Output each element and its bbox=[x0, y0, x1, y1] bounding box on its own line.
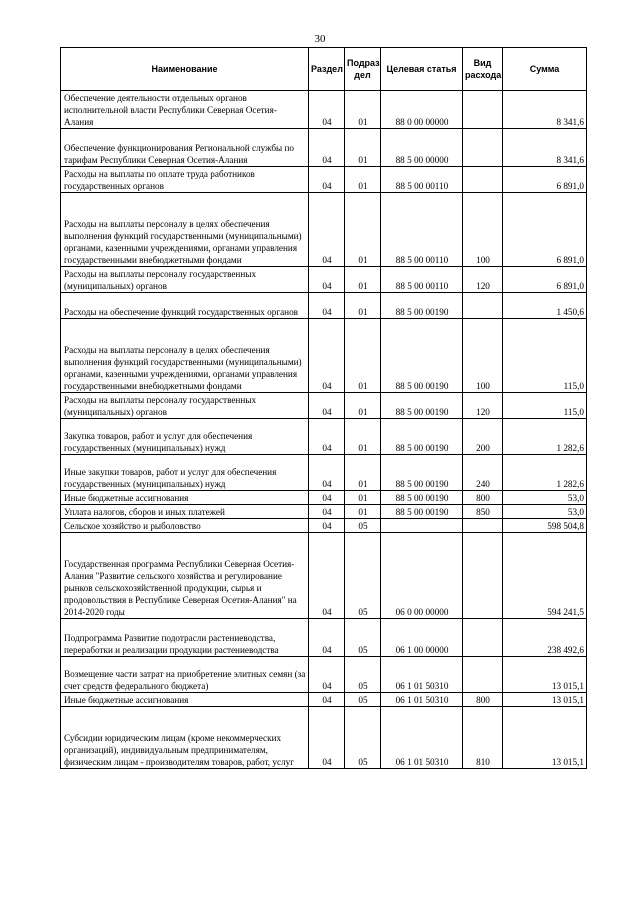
row-name: Возмещение части затрат на приобретение элитных семян (за счет средств федерального бюджета) bbox=[61, 657, 309, 693]
table-row bbox=[61, 693, 587, 707]
row-article: 88 5 00 00190 bbox=[381, 293, 463, 319]
row-amount: 53,0 bbox=[503, 505, 587, 519]
row-expense-type: 100 bbox=[463, 319, 503, 393]
row-amount: 13 015,1 bbox=[503, 657, 587, 693]
row-section: 04 bbox=[309, 693, 345, 707]
row-name: Расходы на выплаты персоналу в целях обеспечения выполнения функций государственными (муниципальными) органами, казенными учреждениями, органами управления государственными внебюджетными фондами bbox=[61, 319, 309, 393]
row-amount: 598 504,8 bbox=[503, 519, 587, 533]
row-subsection: 01 bbox=[345, 267, 381, 293]
row-name: Уплата налогов, сборов и иных платежей bbox=[61, 505, 309, 519]
row-section: 04 bbox=[309, 167, 345, 193]
row-expense-type: 240 bbox=[463, 455, 503, 491]
row-subsection: 05 bbox=[345, 693, 381, 707]
row-section: 04 bbox=[309, 419, 345, 455]
row-subsection: 01 bbox=[345, 193, 381, 267]
row-section: 04 bbox=[309, 91, 345, 129]
row-article: 88 5 00 00190 bbox=[381, 419, 463, 455]
row-article: 88 0 00 00000 bbox=[381, 91, 463, 129]
row-section: 04 bbox=[309, 267, 345, 293]
row-name: Обеспечение функционирования Региональной службы по тарифам Республики Северная Осетия-Алания bbox=[61, 129, 309, 167]
row-amount: 8 341,6 bbox=[503, 91, 587, 129]
row-name: Иные бюджетные ассигнования bbox=[61, 491, 309, 505]
row-expense-type bbox=[463, 91, 503, 129]
header-article: Целевая статья bbox=[381, 48, 463, 91]
row-subsection: 05 bbox=[345, 657, 381, 693]
row-amount: 6 891,0 bbox=[503, 167, 587, 193]
row-subsection: 01 bbox=[345, 393, 381, 419]
row-expense-type bbox=[463, 519, 503, 533]
row-subsection: 01 bbox=[345, 129, 381, 167]
row-expense-type bbox=[463, 533, 503, 619]
table-row bbox=[61, 193, 587, 267]
row-section: 04 bbox=[309, 533, 345, 619]
table-row bbox=[61, 129, 587, 167]
row-name: Закупка товаров, работ и услуг для обеспечения государственных (муниципальных) нужд bbox=[61, 419, 309, 455]
table-row bbox=[61, 491, 587, 505]
row-subsection: 05 bbox=[345, 519, 381, 533]
row-name: Иные бюджетные ассигнования bbox=[61, 693, 309, 707]
table-row bbox=[61, 619, 587, 657]
row-name: Расходы на выплаты персоналу государственных (муниципальных) органов bbox=[61, 393, 309, 419]
table-row bbox=[61, 657, 587, 693]
row-amount: 115,0 bbox=[503, 319, 587, 393]
header-subsection: Подраз дел bbox=[345, 48, 381, 91]
row-article: 88 5 00 00190 bbox=[381, 319, 463, 393]
row-expense-type: 850 bbox=[463, 505, 503, 519]
row-section: 04 bbox=[309, 491, 345, 505]
row-expense-type bbox=[463, 167, 503, 193]
table-row bbox=[61, 167, 587, 193]
table-row bbox=[61, 707, 587, 769]
row-section: 04 bbox=[309, 129, 345, 167]
page-number: 30 bbox=[314, 33, 326, 45]
row-article: 06 1 01 50310 bbox=[381, 657, 463, 693]
row-article: 06 1 00 00000 bbox=[381, 619, 463, 657]
row-expense-type: 120 bbox=[463, 267, 503, 293]
row-name: Иные закупки товаров, работ и услуг для обеспечения государственных (муниципальных) нужд bbox=[61, 455, 309, 491]
row-subsection: 01 bbox=[345, 293, 381, 319]
row-article: 88 5 00 00190 bbox=[381, 455, 463, 491]
row-amount: 115,0 bbox=[503, 393, 587, 419]
row-article: 88 5 00 00190 bbox=[381, 505, 463, 519]
row-article: 06 0 00 00000 bbox=[381, 533, 463, 619]
row-subsection: 05 bbox=[345, 533, 381, 619]
row-expense-type bbox=[463, 619, 503, 657]
row-subsection: 01 bbox=[345, 505, 381, 519]
row-section: 04 bbox=[309, 707, 345, 769]
row-section: 04 bbox=[309, 619, 345, 657]
row-name: Государственная программа Республики Северная Осетия-Алания "Развитие сельского хозяйства и регулирование рынков сельскохозяйственной продукции, сырья и продовольствия в Республике Северная Осетия-Алания" на 2014-2020 годы bbox=[61, 533, 309, 619]
table-row bbox=[61, 519, 587, 533]
row-name: Подпрограмма Развитие подотрасли растениеводства, переработки и реализации продукции растениеводства bbox=[61, 619, 309, 657]
row-section: 04 bbox=[309, 455, 345, 491]
row-name: Сельское хозяйство и рыболовство bbox=[61, 519, 309, 533]
row-section: 04 bbox=[309, 519, 345, 533]
row-amount: 1 450,6 bbox=[503, 293, 587, 319]
table-row bbox=[61, 267, 587, 293]
row-subsection: 05 bbox=[345, 619, 381, 657]
row-section: 04 bbox=[309, 657, 345, 693]
row-expense-type: 800 bbox=[463, 693, 503, 707]
row-amount: 8 341,6 bbox=[503, 129, 587, 167]
row-amount: 1 282,6 bbox=[503, 419, 587, 455]
row-article: 88 5 00 00110 bbox=[381, 167, 463, 193]
table-row bbox=[61, 533, 587, 619]
row-expense-type: 810 bbox=[463, 707, 503, 769]
row-article bbox=[381, 519, 463, 533]
row-name: Обеспечение деятельности отдельных органов исполнительной власти Республики Северная Осетия-Алания bbox=[61, 91, 309, 129]
row-amount: 6 891,0 bbox=[503, 193, 587, 267]
row-name: Расходы на выплаты по оплате труда работников государственных органов bbox=[61, 167, 309, 193]
row-subsection: 01 bbox=[345, 167, 381, 193]
row-name: Расходы на выплаты персоналу в целях обеспечения выполнения функций государственными (муниципальными) органами, казенными учреждениями, органами управления государственными внебюджетными фондами bbox=[61, 193, 309, 267]
row-subsection: 01 bbox=[345, 491, 381, 505]
row-amount: 6 891,0 bbox=[503, 267, 587, 293]
header-amount: Сумма bbox=[503, 48, 587, 91]
row-article: 88 5 00 00190 bbox=[381, 491, 463, 505]
row-name: Расходы на выплаты персоналу государственных (муниципальных) органов bbox=[61, 267, 309, 293]
row-article: 06 1 01 50310 bbox=[381, 693, 463, 707]
budget-table bbox=[60, 47, 587, 769]
row-amount: 13 015,1 bbox=[503, 693, 587, 707]
row-subsection: 01 bbox=[345, 91, 381, 129]
row-article: 06 1 01 50310 bbox=[381, 707, 463, 769]
row-expense-type: 100 bbox=[463, 193, 503, 267]
row-name: Субсидии юридическим лицам (кроме некоммерческих организаций), индивидуальным предпринимателям, физическим лицам - производителям товаров, работ, услуг bbox=[61, 707, 309, 769]
table-row bbox=[61, 293, 587, 319]
row-subsection: 01 bbox=[345, 455, 381, 491]
row-amount: 53,0 bbox=[503, 491, 587, 505]
table-row bbox=[61, 505, 587, 519]
header-name: Наименование bbox=[61, 48, 309, 91]
row-section: 04 bbox=[309, 193, 345, 267]
row-article: 88 5 00 00000 bbox=[381, 129, 463, 167]
row-amount: 13 015,1 bbox=[503, 707, 587, 769]
row-subsection: 01 bbox=[345, 419, 381, 455]
row-expense-type: 200 bbox=[463, 419, 503, 455]
table-row bbox=[61, 319, 587, 393]
row-section: 04 bbox=[309, 393, 345, 419]
row-expense-type bbox=[463, 293, 503, 319]
table-row bbox=[61, 455, 587, 491]
row-article: 88 5 00 00190 bbox=[381, 393, 463, 419]
row-section: 04 bbox=[309, 319, 345, 393]
row-article: 88 5 00 00110 bbox=[381, 267, 463, 293]
row-amount: 238 492,6 bbox=[503, 619, 587, 657]
row-amount: 594 241,5 bbox=[503, 533, 587, 619]
table-row bbox=[61, 419, 587, 455]
row-name: Расходы на обеспечение функций государственных органов bbox=[61, 293, 309, 319]
table-row bbox=[61, 91, 587, 129]
row-expense-type bbox=[463, 657, 503, 693]
row-expense-type: 120 bbox=[463, 393, 503, 419]
table-row bbox=[61, 393, 587, 419]
row-expense-type bbox=[463, 129, 503, 167]
row-subsection: 01 bbox=[345, 319, 381, 393]
row-section: 04 bbox=[309, 293, 345, 319]
row-section: 04 bbox=[309, 505, 345, 519]
row-expense-type: 800 bbox=[463, 491, 503, 505]
row-amount: 1 282,6 bbox=[503, 455, 587, 491]
header-expense-type: Вид расхода bbox=[463, 48, 503, 91]
table-header-row bbox=[61, 48, 587, 91]
row-subsection: 05 bbox=[345, 707, 381, 769]
header-section: Раздел bbox=[309, 48, 345, 91]
row-article: 88 5 00 00110 bbox=[381, 193, 463, 267]
